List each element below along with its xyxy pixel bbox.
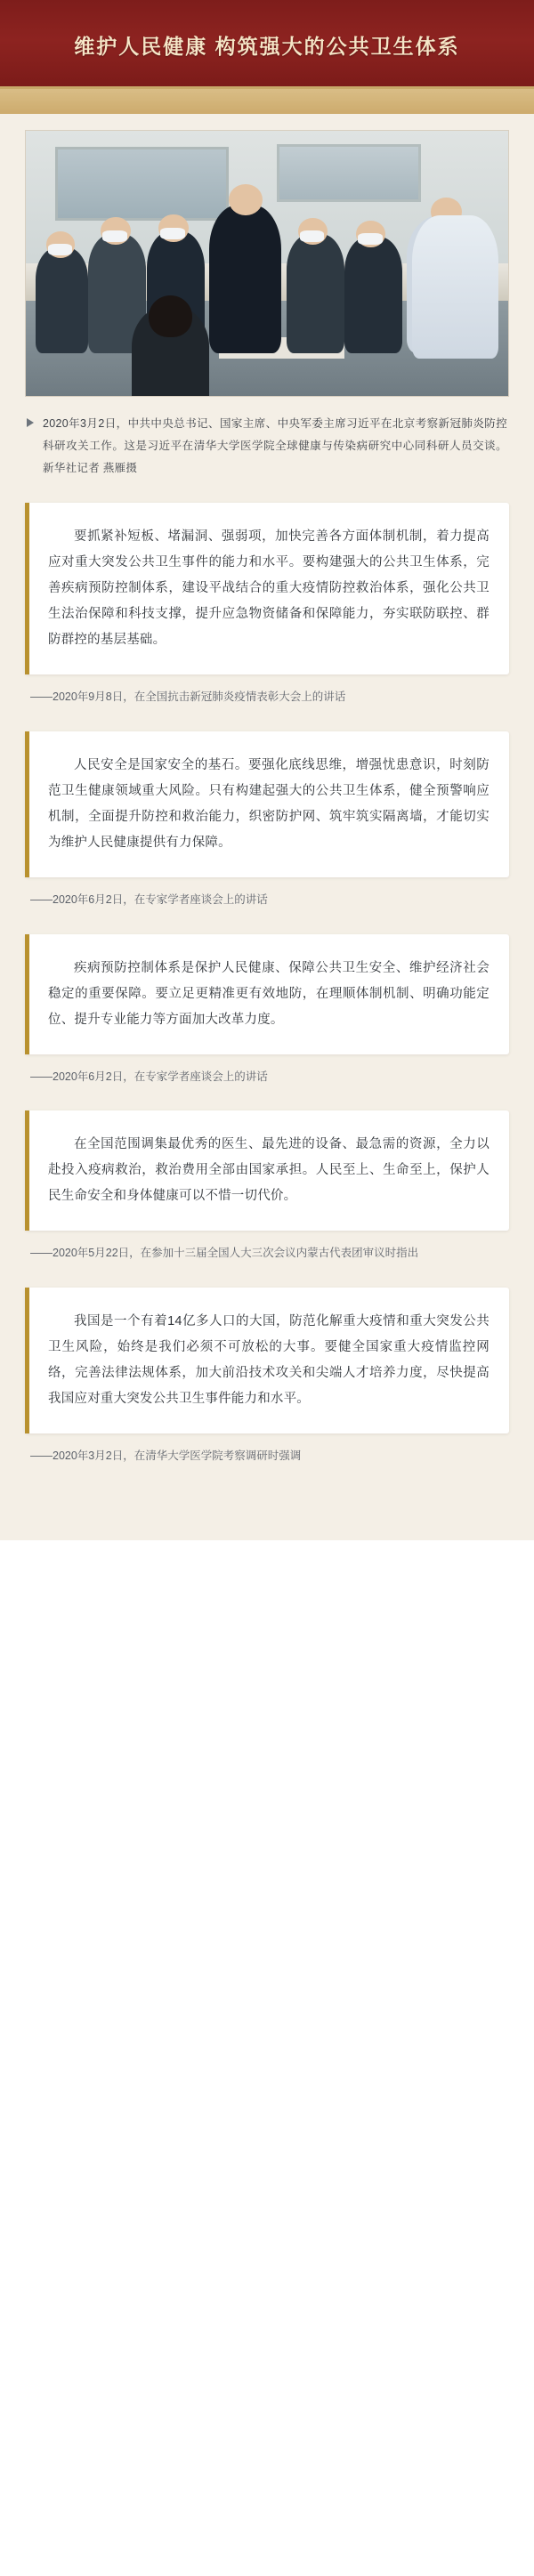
triangle-bullet-icon	[27, 418, 34, 427]
photo-mask	[300, 230, 324, 242]
xi-visit-photo	[25, 130, 509, 397]
photo-window-left	[55, 147, 229, 221]
page-header	[0, 0, 534, 89]
photo-person	[287, 234, 344, 353]
photo-head	[229, 184, 263, 216]
photo-person	[344, 237, 402, 353]
photo-mask	[48, 244, 72, 255]
quote-card	[25, 503, 509, 674]
quote-block	[25, 1110, 509, 1264]
quote-card	[25, 731, 509, 877]
gold-divider	[0, 89, 534, 114]
quote-source: ——2020年3月2日，在清华大学医学院考察调研时强调	[30, 1450, 302, 1462]
photo-mask	[358, 233, 382, 245]
quote-block	[25, 731, 509, 911]
quote-text: 要抓紧补短板、堵漏洞、强弱项，加快完善各方面体制机制，着力提高应对重大突发公共卫生事件的能力和水平。要构建强大的公共卫生体系，完善疾病预防控制体系，建设平战结合的重大疫情防控救治体系，强化公共卫生法治保障和科技支撑，提升应急物资储备和保障能力，夯实联防联控、群防群控的基层基础。	[48, 529, 490, 647]
quote-text: 人民安全是国家安全的基石。要强化底线思维，增强忧患意识，时刻防范卫生健康领域重大风险。只有构建起强大的公共卫生体系，健全预警响应机制，全面提升防控和救治能力，织密防护网、筑牢筑实隔离墙，才能切实为维护人民健康提供有力保障。	[48, 757, 490, 850]
article-body	[0, 114, 534, 1526]
quote-card	[25, 934, 509, 1054]
photo-caption	[27, 413, 507, 480]
photo-mask	[160, 228, 185, 239]
photo-person	[36, 247, 89, 353]
quote-block	[25, 503, 509, 708]
photo-person	[209, 205, 281, 353]
photo-window-right	[277, 144, 422, 203]
quote-card	[25, 1110, 509, 1231]
photo-foreground-head	[149, 295, 192, 338]
photo-caption-text: 2020年3月2日，中共中央总书记、国家主席、中央军委主席习近平在北京考察新冠肺炎防控科研攻关工作。这是习近平在清华大学医学院全球健康与传染病研究中心同科研人员交谈。新华社记者 燕雁摄	[43, 417, 507, 474]
quote-text: 在全国范围调集最优秀的医生、最先进的设备、最急需的资源，全力以赴投入疫病救治，救治费用全部由国家承担。人民至上、生命至上，保护人民生命安全和身体健康可以不惜一切代价。	[48, 1137, 490, 1204]
quote-block	[25, 934, 509, 1088]
photo-mask	[102, 230, 127, 242]
page-title: 维护人民健康 构筑强大的公共卫生体系	[74, 34, 460, 58]
photo-frame	[25, 114, 509, 397]
quote-card	[25, 1288, 509, 1433]
quote-text: 我国是一个有着14亿多人口的大国，防范化解重大疫情和重大突发公共卫生风险，始终是我们必须不可放松的大事。要健全国家重大疫情监控网络，完善法律法规体系，加大前沿技术攻关和尖端人才培养力度，尽快提高我国应对重大突发公共卫生事件能力和水平。	[48, 1314, 490, 1406]
quote-text: 疾病预防控制体系是保护人民健康、保障公共卫生安全、维护经济社会稳定的重要保障。要立足更精准更有效地防，在理顺体制机制、明确功能定位、提升专业能力等方面加大改革力度。	[48, 960, 490, 1027]
quote-source: ——2020年6月2日，在专家学者座谈会上的讲话	[30, 1070, 268, 1083]
quote-source: ——2020年5月22日，在参加十三届全国人大三次会议内蒙古代表团审议时指出	[30, 1247, 419, 1260]
bottom-strip	[0, 1526, 534, 1540]
quote-source: ——2020年6月2日，在专家学者座谈会上的讲话	[30, 892, 268, 906]
quote-source: ——2020年9月8日，在全国抗击新冠肺炎疫情表彰大会上的讲话	[30, 690, 346, 703]
quote-block	[25, 1288, 509, 1467]
photo-white-coat-person	[412, 215, 499, 359]
quote-list	[25, 503, 509, 1467]
